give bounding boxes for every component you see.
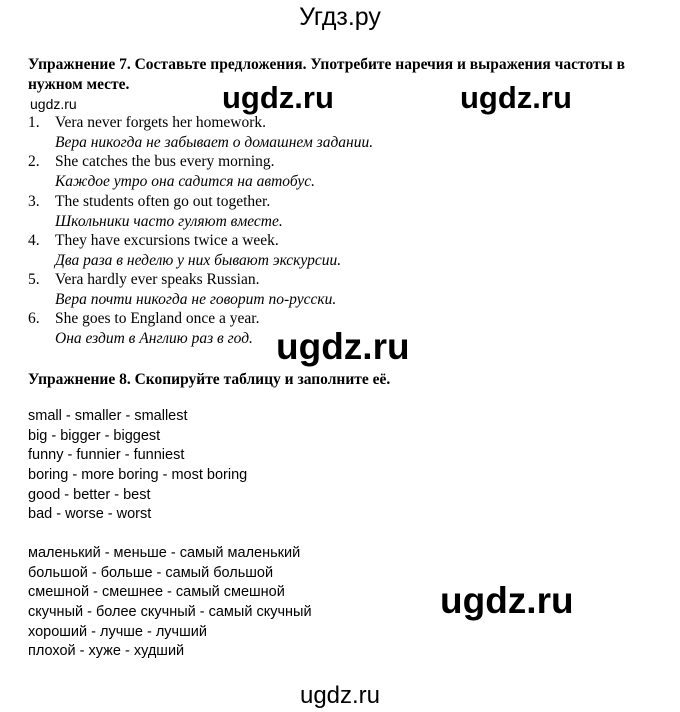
english-sentence: They have excursions twice a week.	[55, 231, 279, 249]
russian-translation: Два раза в неделю у них бывают экскурсии.	[55, 251, 342, 269]
russian-translation: Вера никогда не забывает о домашнем задании.	[55, 134, 374, 151]
list-item: bad - worse - worst	[28, 506, 152, 523]
russian-translation: Школьники часто гуляют вместе.	[55, 212, 283, 230]
english-degrees-list	[28, 407, 247, 525]
russian-translation: Каждое утро она садится на автобус.	[55, 173, 316, 191]
russian-translation: Она ездит в Англию раз в год.	[55, 330, 253, 348]
list-item: большой - больше - самый большой	[28, 564, 274, 581]
list-item: скучный - более скучный - самый скучный	[28, 604, 312, 621]
exercise-7-title: Упражнение 7. Составьте предложения. Употребите наречия и выражения частоты в нужном месте.	[28, 56, 625, 93]
english-sentence: The students often go out together.	[55, 192, 271, 210]
list-item: funny - funnier - funniest	[28, 447, 185, 464]
russian-translation: Вера почти никогда не говорит по-русски.	[55, 291, 337, 309]
list-item: good - better - best	[28, 486, 151, 503]
site-footer: ugdz.ru	[299, 682, 381, 709]
list-item: big - bigger - biggest	[28, 427, 161, 444]
item-number: 1.	[28, 114, 40, 131]
list-item: хороший - лучше - лучший	[28, 623, 207, 640]
site-header: Угдз.ру	[299, 3, 381, 31]
watermark-small: ugdz.ru	[30, 96, 77, 112]
item-number: 6.	[28, 310, 40, 328]
english-sentence: She catches the bus every morning.	[55, 153, 275, 171]
watermark: ugdz.ru	[222, 80, 334, 115]
item-number: 4.	[28, 231, 40, 249]
item-number: 3.	[28, 192, 40, 210]
english-sentence: Vera hardly ever speaks Russian.	[55, 271, 260, 289]
watermark: ugdz.ru	[460, 80, 572, 115]
list-item: смешной - смешнее - самый смешной	[28, 584, 285, 601]
english-sentence: She goes to England once a year.	[55, 310, 260, 328]
list-item: small - smaller - smallest	[28, 408, 188, 424]
item-number: 5.	[28, 271, 40, 289]
watermark: ugdz.ru	[276, 326, 410, 367]
english-sentence: Vera never forgets her homework.	[55, 114, 267, 131]
exercise-8-title: Упражнение 8. Скопируйте таблицу и заполните её.	[28, 371, 391, 388]
watermark: ugdz.ru	[440, 580, 574, 621]
list-item: boring - more boring - most boring	[28, 467, 248, 484]
list-item: маленький - меньше - самый маленький	[28, 545, 301, 561]
item-number: 2.	[28, 153, 40, 171]
list-item: плохой - хуже - худший	[28, 643, 185, 660]
russian-degrees-list	[28, 544, 312, 662]
